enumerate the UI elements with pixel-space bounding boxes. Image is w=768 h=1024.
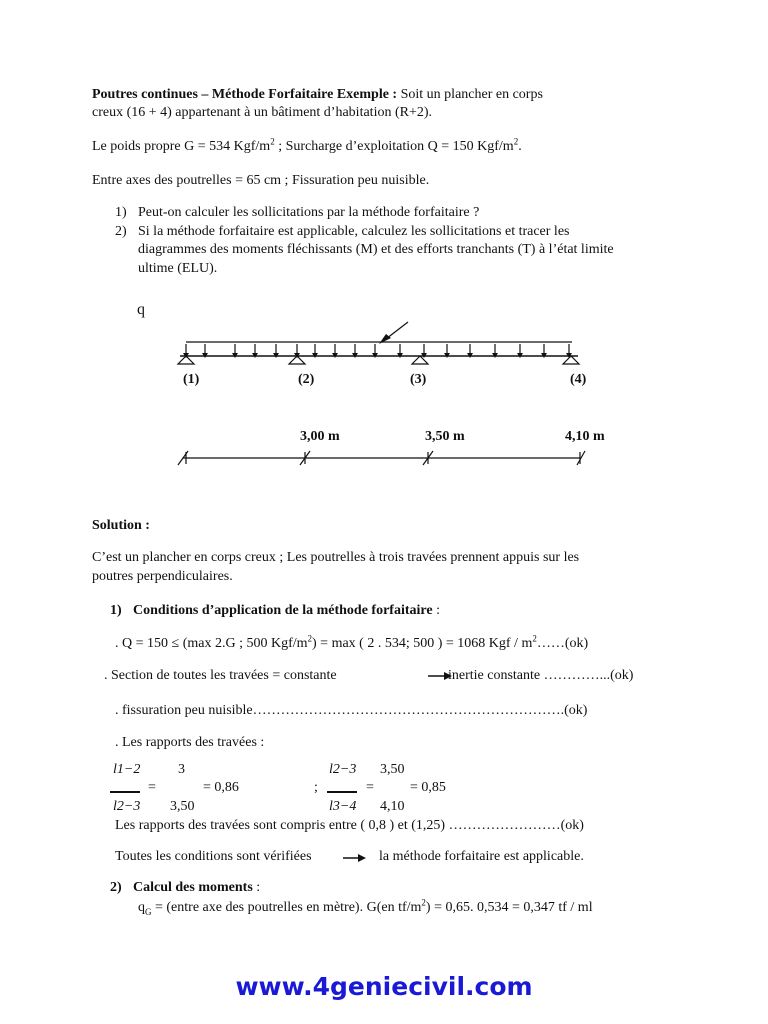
ratio-1-numerator-value: 3	[178, 762, 185, 777]
support-label-1: (1)	[183, 372, 200, 387]
ratio-1-denominator-label: l2−3	[113, 799, 141, 814]
intro-title: Poutres continues – Méthode Forfaitaire Exemple :	[92, 87, 398, 102]
intro-line-2: creux (16 + 4) appartenant à un bâtiment d’habitation (R+2).	[92, 105, 433, 120]
intro-line-1: Poutres continues – Méthode Forfaitaire Exemple : Soit un plancher en corps	[92, 87, 543, 102]
condition-ratios-label: . Les rapports des travées :	[115, 735, 265, 750]
support-label-4: (4)	[570, 372, 587, 387]
section-1-number: 1)	[110, 603, 122, 618]
question-2-line-2: diagrammes des moments fléchissants (M) et des efforts tranchants (T) à l’état limite	[138, 242, 614, 257]
load-arrows	[186, 344, 569, 353]
condition-section: . Section de toutes les travées = constante	[104, 668, 337, 683]
ratio-2-equals: =	[366, 780, 374, 795]
question-2-line-3: ultime (ELU).	[138, 261, 218, 276]
ratio-2-result: = 0,85	[410, 780, 446, 795]
support-4	[563, 356, 579, 364]
support-label-2: (2)	[298, 372, 315, 387]
ratios-conclusion: Les rapports des travées sont compris entre ( 0,8 ) et (1,25) ……………………(ok)	[115, 818, 584, 833]
loads-line: Le poids propre G = 534 Kgf/$m^2$ ; Surcharge d’exploitation Q = 150 Kgf/$m^2$.	[92, 136, 522, 154]
condition-q: . Q = 150 ≤ (max 2.G ; 500 Kgf/$m^2) = \max$ ( 2 . 534; 500 ) = 1068 Kgf / $m^2\dots\dots(ok)$	[115, 633, 589, 651]
load-label-q: q	[137, 301, 145, 318]
question-2-line-1: Si la méthode forfaitaire est applicable, calculez les sollicitations et tracer les	[138, 224, 570, 239]
section-2-heading: Calcul des moments :	[133, 880, 261, 895]
ratio-1-equals: =	[148, 780, 156, 795]
ratio-2-denominator-value: 4,10	[380, 799, 405, 814]
section-1-heading: Conditions d’application de la méthode forfaitaire :	[133, 603, 440, 618]
ratio-1-result: = 0,86	[203, 780, 239, 795]
ratio-2-numerator-label: l2−3	[329, 762, 357, 777]
span-label-1: 3,00 m	[300, 429, 340, 444]
condition-inertia: inertie constante …………...(ok)	[448, 668, 634, 683]
question-2-number: 2)	[115, 224, 127, 239]
all-conditions-text: Toutes les conditions sont vérifiées	[115, 849, 312, 864]
section-2-number: 2)	[110, 880, 122, 895]
ratio-separator: ;	[314, 780, 318, 795]
arrow-conclusion	[358, 854, 366, 862]
ratio-2-numerator-value: 3,50	[380, 762, 405, 777]
support-3	[412, 356, 428, 364]
span-label-3: 4,10 m	[565, 429, 605, 444]
spacing-line: Entre axes des poutrelles = 65 cm ; Fissuration peu nuisible.	[92, 173, 430, 188]
question-1-number: 1)	[115, 205, 127, 220]
ratio-2-fraction-bar	[327, 791, 357, 793]
ratio-1-fraction-bar	[110, 791, 140, 793]
ratio-1-denominator-value: 3,50	[170, 799, 195, 814]
condition-fissuration: . fissuration peu nuisible………………………………………………………….(ok)	[115, 703, 588, 718]
solution-text-2: poutres perpendiculaires.	[92, 569, 233, 584]
footer-website-link[interactable]: www.4geniecivil.com	[235, 972, 533, 1001]
solution-title: Solution :	[92, 518, 150, 533]
support-label-3: (3)	[410, 372, 427, 387]
ratio-2-denominator-label: l3−4	[329, 799, 357, 814]
method-applicable-text: la méthode forfaitaire est applicable.	[379, 849, 584, 864]
solution-text-1: C’est un plancher en corps creux ; Les poutrelles à trois travées prennent appuis sur les	[92, 550, 580, 565]
span-label-2: 3,50 m	[425, 429, 465, 444]
question-1-text: Peut-on calculer les sollicitations par la méthode forfaitaire ?	[138, 205, 480, 220]
qg-formula: $q_G$ = (entre axe des poutrelles en mètre). G(en $tf/m^2) = 0,65$. 0,534 = 0,347 tf / ml	[138, 897, 593, 917]
ratio-1-numerator-label: l1−2	[113, 762, 141, 777]
